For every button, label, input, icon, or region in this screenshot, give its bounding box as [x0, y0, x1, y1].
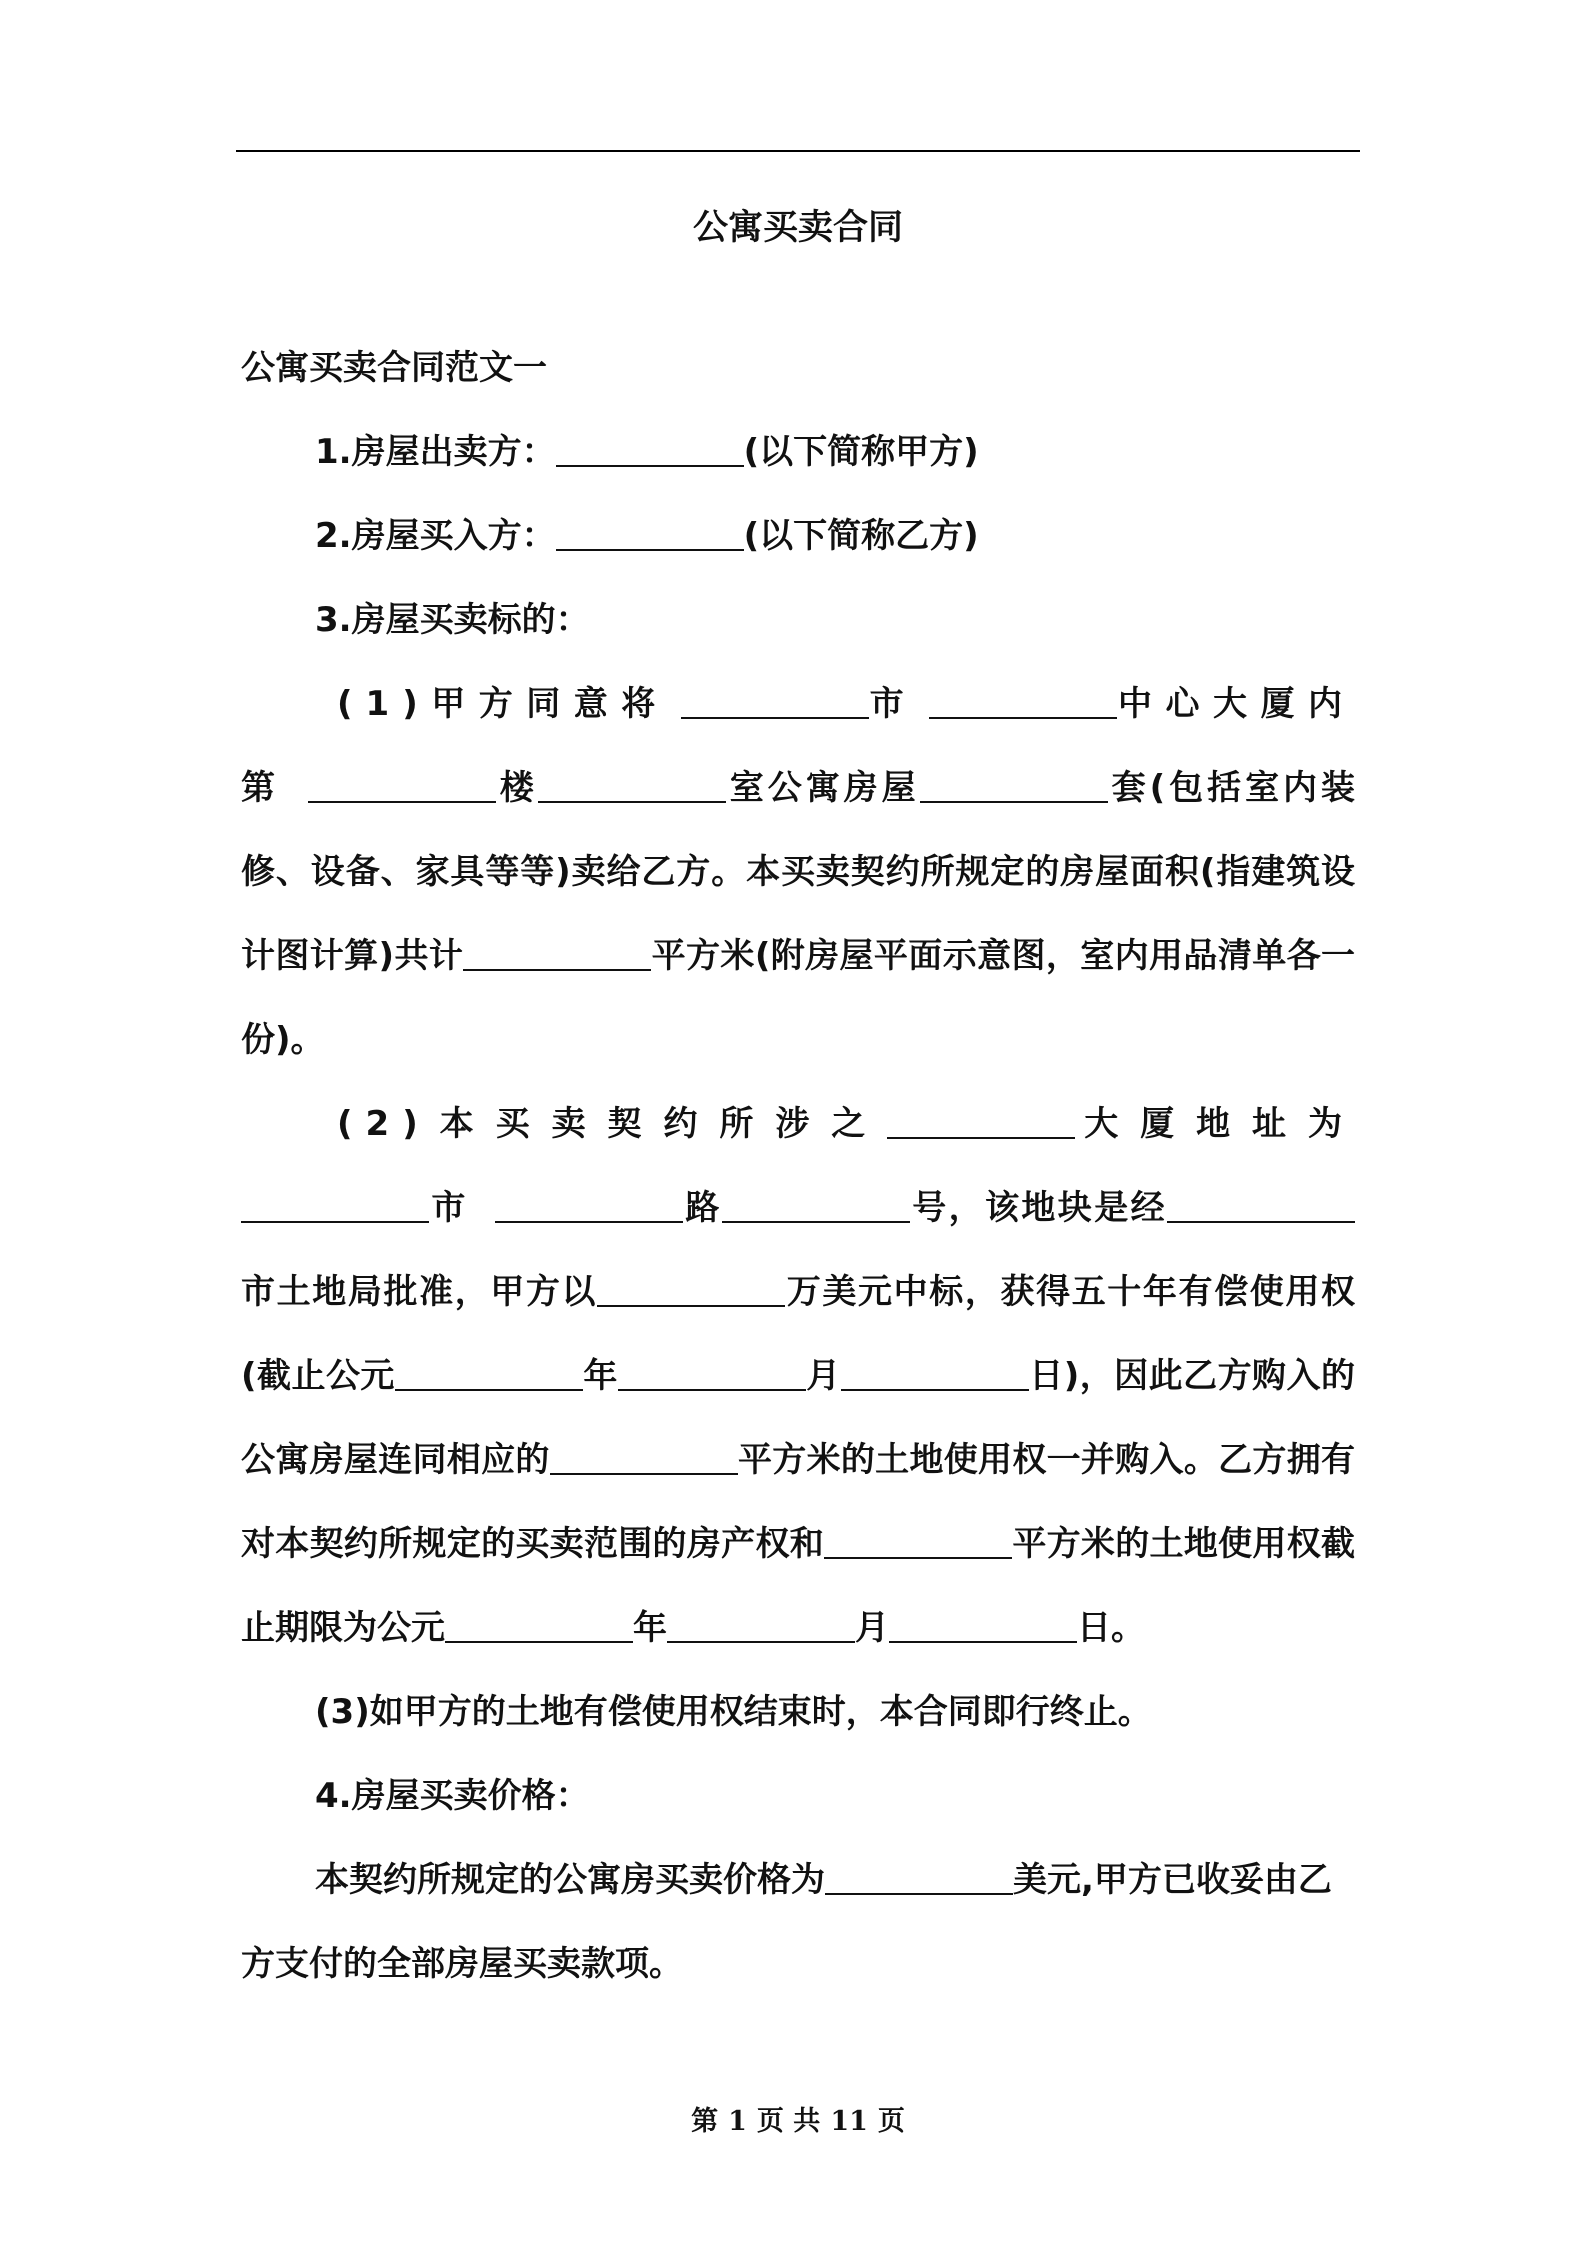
clause-2-blank [841, 1355, 1029, 1391]
clause-2-blank [495, 1187, 683, 1223]
clause-1-blank [538, 767, 726, 803]
document-title: 公寓买卖合同 [692, 208, 903, 248]
clause-2-text: 月 [855, 1608, 889, 1648]
clause-1-blank [308, 767, 496, 803]
seller-label: 1.房屋出卖方： [315, 432, 556, 472]
subtitle: 公寓买卖合同范文一 [241, 348, 547, 388]
clause-1-text: 平方米(附房屋平面示意图，室内用品清单各一份)。 [241, 936, 1355, 1060]
clause-1-blank [920, 767, 1108, 803]
header-rule [236, 150, 1360, 152]
price-clause [241, 1838, 1355, 2006]
buyer-label: 2.房屋买入方： [315, 516, 556, 556]
clause-2-blank [445, 1607, 633, 1643]
clause-1-text: (1)甲方同意将 [337, 684, 669, 724]
seller-suffix: (以下简称甲方) [743, 432, 979, 472]
clause-2-blank [887, 1103, 1075, 1139]
clause-2-blank [550, 1439, 738, 1475]
clause-2-text: 平方米的土地使用权截止期限为公元 [241, 1524, 1356, 1648]
clause-2-blank [1167, 1187, 1355, 1223]
buyer-blank [556, 515, 744, 551]
clause-2-text: 号，该地块是经 [909, 1188, 1168, 1228]
footer-suffix: 页 [877, 2106, 905, 2137]
clause-2-text: 日)，因此乙方购入的公寓房屋连同相应的 [241, 1356, 1355, 1480]
buyer-line [241, 494, 1355, 578]
clause-2-text: 年 [582, 1356, 618, 1396]
clause-1-blank [463, 935, 651, 971]
clause-2-blank [618, 1355, 806, 1391]
subject-heading: 3.房屋买卖标的： [315, 600, 590, 640]
current-page: 1 [728, 2106, 747, 2137]
seller-line [241, 410, 1355, 494]
clause-2-blank [395, 1355, 583, 1391]
clause-1-text: 套(包括室内装修、设备、家具等等)卖给乙方。本买卖契约所规定的房屋面积(指建筑设计图计算)共计 [241, 768, 1356, 976]
clause-1 [241, 662, 1355, 1082]
clause-2-text: 市 [429, 1188, 481, 1228]
clause-2-text: 大厦地址为 [1075, 1104, 1355, 1144]
footer-middle: 页 共 [756, 2106, 821, 2137]
buyer-suffix: (以下简称乙方) [743, 516, 979, 556]
clause-2-blank [597, 1271, 785, 1307]
clause-1-text: 市 [869, 684, 918, 724]
clause-1-text: 楼 [495, 768, 538, 808]
clause-2-blank [824, 1523, 1012, 1559]
clause-2-text: 日。 [1077, 1608, 1145, 1648]
document-body [241, 326, 1355, 2006]
clause-2 [241, 1082, 1355, 1670]
clause-1-blank [929, 683, 1117, 719]
clause-2-text: 路 [683, 1188, 722, 1228]
clause-3: (3)如甲方的土地有偿使用权结束时，本合同即行终止。 [315, 1692, 1152, 1732]
seller-blank [556, 431, 744, 467]
clause-1-blank [681, 683, 869, 719]
price-blank [825, 1859, 1013, 1895]
clause-2-text: 平方米的土地使用权一并购入。乙方拥有对本契约所规定的买卖范围的房产权和 [241, 1440, 1356, 1564]
clause-2-blank [722, 1187, 910, 1223]
page-footer [236, 2102, 1360, 2142]
clause-2-text: 万美元中标，获得五十年有偿使用权(截止公元 [241, 1272, 1356, 1396]
price-text: 美元,甲方已收妥由乙方支付的全部房屋买卖款项。 [241, 1860, 1332, 1984]
clause-2-blank [241, 1187, 429, 1223]
clause-2-text: 年 [633, 1608, 667, 1648]
price-text: 本契约所规定的公寓房买卖价格为 [315, 1860, 825, 1900]
clause-2-blank [889, 1607, 1077, 1643]
total-pages: 11 [830, 2106, 868, 2137]
clause-2-text: (2)本买卖契约所涉之 [337, 1104, 888, 1144]
clause-2-text: 月 [805, 1356, 841, 1396]
clause-1-text: 中心大厦内第 [241, 684, 1355, 808]
price-heading: 4.房屋买卖价格： [315, 1776, 590, 1816]
footer-prefix: 第 [691, 2106, 719, 2137]
clause-2-text: 市土地局批准，甲方以 [241, 1272, 598, 1312]
clause-2-blank [667, 1607, 855, 1643]
clause-1-text: 室公寓房屋 [725, 768, 920, 808]
